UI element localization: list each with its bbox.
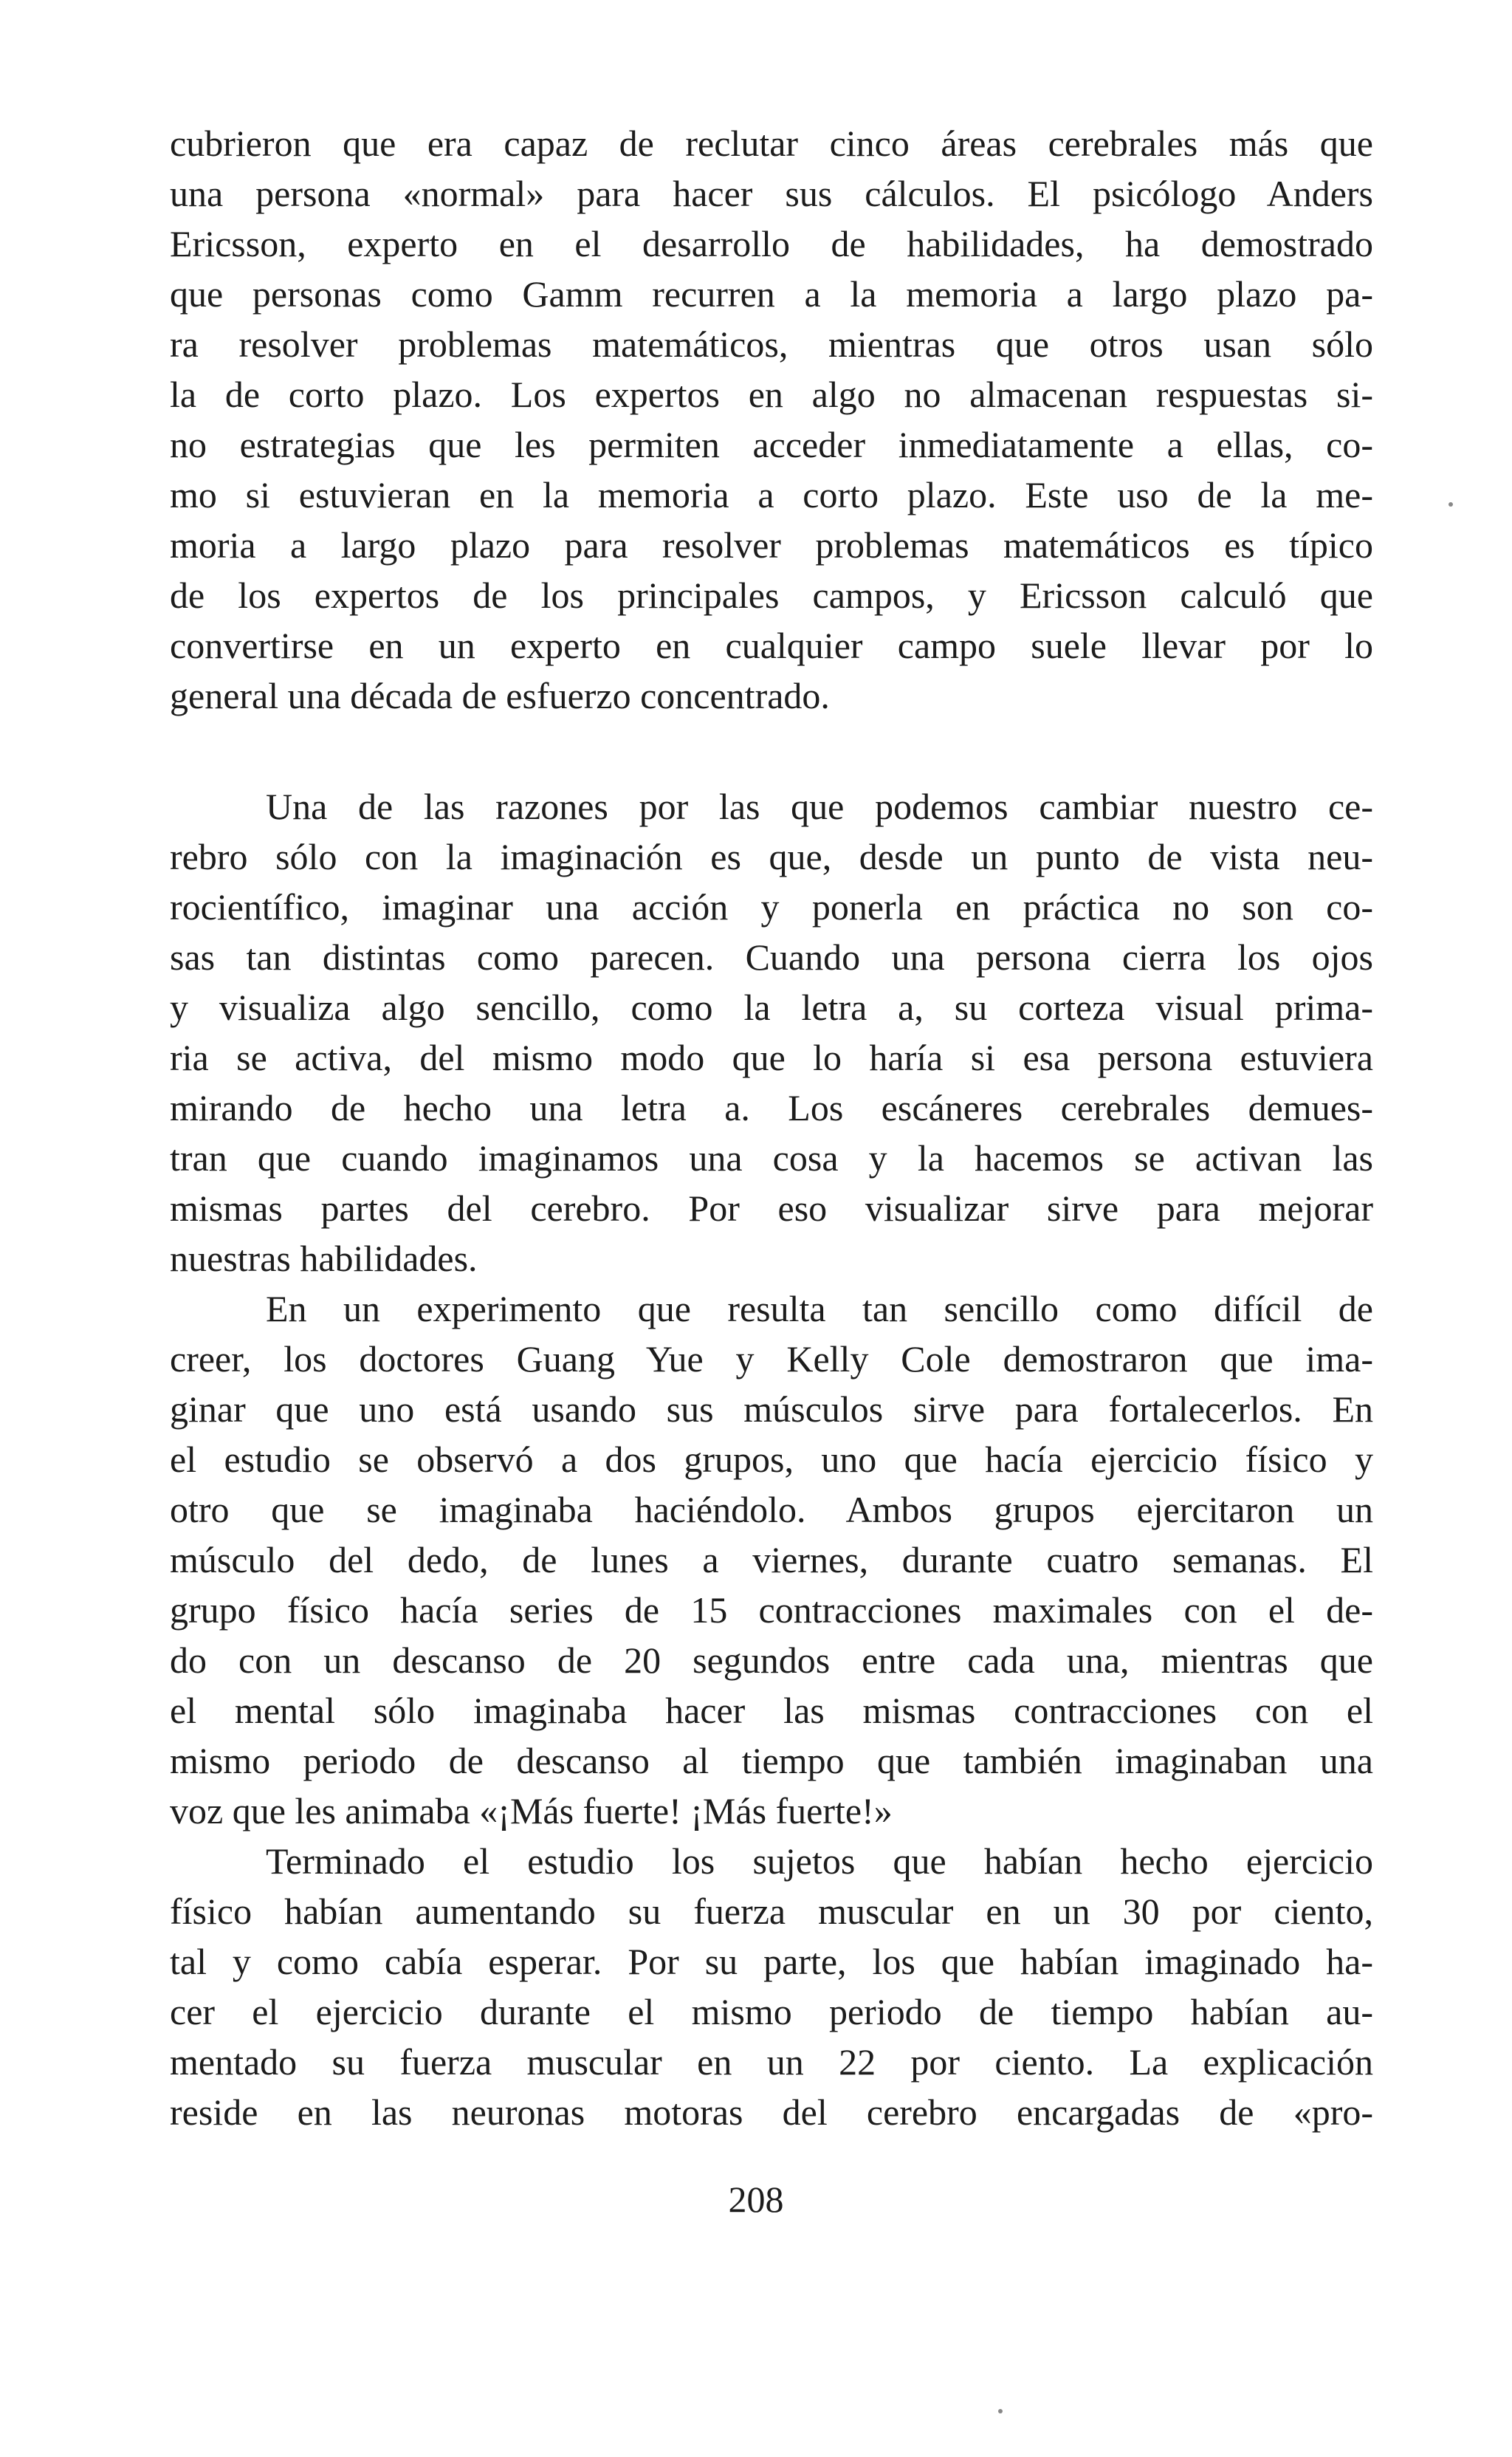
text-line: físico habían aumentando su fuerza muscular en un 30 por ciento, <box>170 1891 1373 1932</box>
text-line: tal y como cabía esperar. Por su parte, los que habían imaginado ha- <box>170 1941 1373 1982</box>
text-line: una persona «normal» para hacer sus cálculos. El psicólogo Anders <box>170 173 1373 214</box>
text-line: cubrieron que era capaz de reclutar cinco áreas cerebrales más que <box>170 123 1373 164</box>
text-line: mirando de hecho una letra a. Los escáneres cerebrales demues- <box>170 1087 1373 1128</box>
text-line: rocientífico, imaginar una acción y ponerla en práctica no son co- <box>170 886 1373 928</box>
text-line: Ericsson, experto en el desarrollo de habilidades, ha demostrado <box>170 223 1373 264</box>
paragraph <box>170 118 1373 721</box>
body-text <box>170 118 1373 2137</box>
paragraph-spacer <box>170 721 1373 781</box>
page-number: 208 <box>728 2179 784 2220</box>
text-line: de los expertos de los principales campos, y Ericsson calculó que <box>170 575 1373 616</box>
text-line: ginar que uno está usando sus músculos sirve para fortalecerlos. En <box>170 1388 1373 1430</box>
text-line: Terminado el estudio los sujetos que habían hecho ejercicio <box>266 1840 1373 1882</box>
paragraph <box>170 781 1373 1284</box>
text-line: el mental sólo imaginaba hacer las mismas contracciones con el <box>170 1690 1373 1731</box>
text-line: sas tan distintas como parecen. Cuando una persona cierra los ojos <box>170 936 1373 978</box>
scan-speck <box>998 2409 1003 2413</box>
text-line: que personas como Gamm recurren a la memoria a largo plazo pa- <box>170 273 1373 315</box>
text-line: creer, los doctores Guang Yue y Kelly Cole demostraron que ima- <box>170 1338 1373 1380</box>
text-line: cer el ejercicio durante el mismo periodo de tiempo habían au- <box>170 1991 1373 2032</box>
text-line: mo si estuvieran en la memoria a corto plazo. Este uso de la me- <box>170 474 1373 515</box>
text-line: tran que cuando imaginamos una cosa y la hacemos se activan las <box>170 1137 1373 1179</box>
text-line: general una década de esfuerzo concentrado. <box>170 675 830 716</box>
text-line: ria se activa, del mismo modo que lo haría si esa persona estuviera <box>170 1037 1373 1078</box>
text-line: el estudio se observó a dos grupos, uno que hacía ejercicio físico y <box>170 1439 1373 1480</box>
text-line: músculo del dedo, de lunes a viernes, durante cuatro semanas. El <box>170 1539 1373 1580</box>
text-line: En un experimento que resulta tan sencillo como difícil de <box>266 1288 1373 1329</box>
text-line: otro que se imaginaba haciéndolo. Ambos grupos ejercitaron un <box>170 1489 1373 1530</box>
text-line: Una de las razones por las que podemos cambiar nuestro ce- <box>266 786 1373 827</box>
text-line: no estrategias que les permiten acceder inmediatamente a ellas, co- <box>170 424 1373 465</box>
scan-speck <box>1449 502 1453 507</box>
text-line: ra resolver problemas matemáticos, mientras que otros usan sólo <box>170 323 1373 365</box>
text-line: mismas partes del cerebro. Por eso visualizar sirve para mejorar <box>170 1188 1373 1229</box>
text-line: la de corto plazo. Los expertos en algo no almacenan respuestas si- <box>170 374 1373 415</box>
text-line: grupo físico hacía series de 15 contracciones maximales con el de- <box>170 1589 1373 1631</box>
text-line: voz que les animaba «¡Más fuerte! ¡Más fuerte!» <box>170 1790 893 1831</box>
text-line: nuestras habilidades. <box>170 1238 478 1279</box>
text-line: mentado su fuerza muscular en un 22 por ciento. La explicación <box>170 2041 1373 2083</box>
text-line: moria a largo plazo para resolver problemas matemáticos es típico <box>170 524 1373 566</box>
text-line: rebro sólo con la imaginación es que, desde un punto de vista neu- <box>170 836 1373 877</box>
text-line: convertirse en un experto en cualquier campo suele llevar por lo <box>170 625 1373 666</box>
text-line: do con un descanso de 20 segundos entre cada una, mientras que <box>170 1639 1373 1681</box>
paragraph <box>170 1284 1373 1836</box>
paragraph <box>170 1836 1373 2137</box>
text-line: reside en las neuronas motoras del cerebro encargadas de «pro- <box>170 2091 1373 2133</box>
text-line: mismo periodo de descanso al tiempo que también imaginaban una <box>170 1740 1373 1781</box>
text-line: y visualiza algo sencillo, como la letra a, su corteza visual prima- <box>170 987 1373 1028</box>
